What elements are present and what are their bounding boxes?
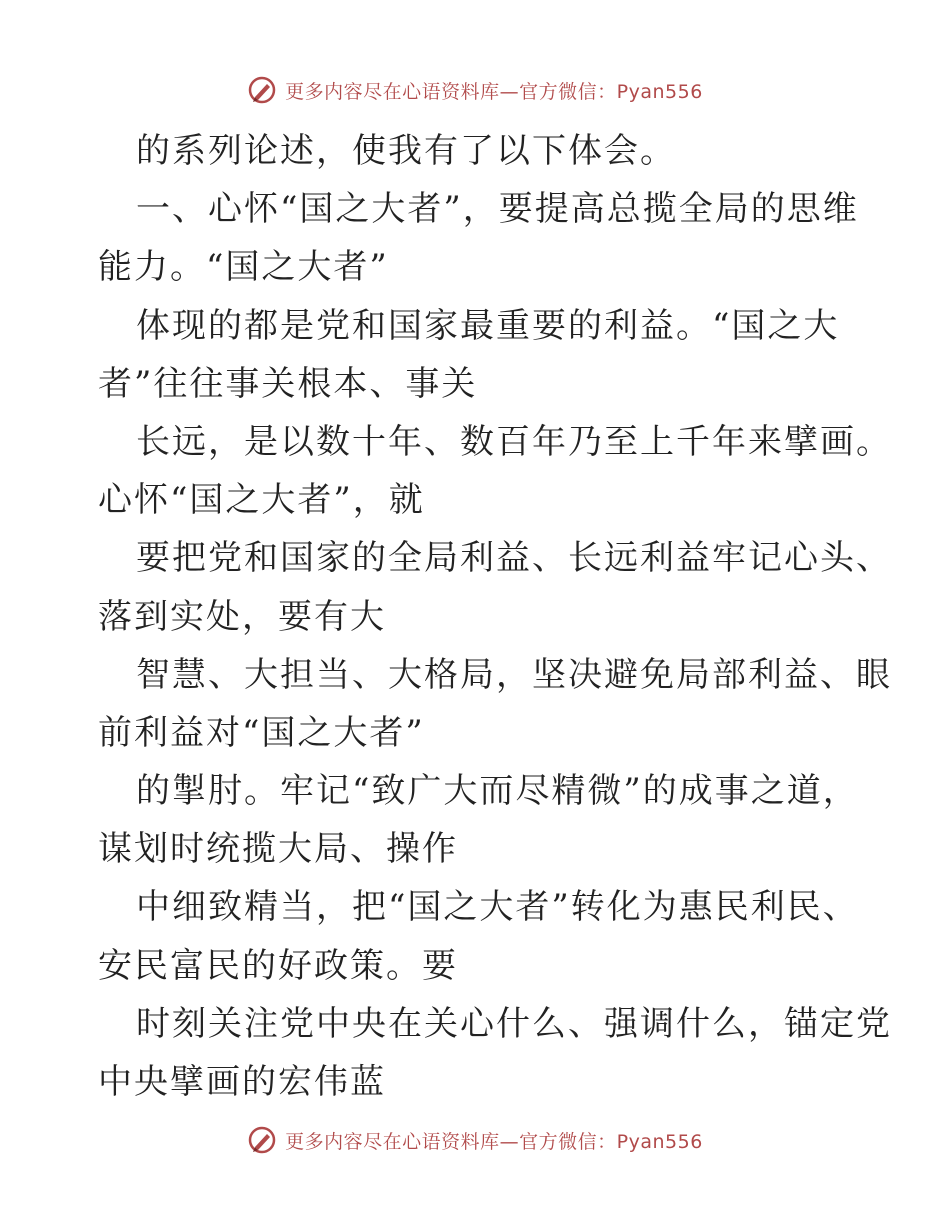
pen-logo-icon — [247, 1125, 277, 1155]
text-line: 要把党和国家的全局利益、长远利益牢记心头、 — [136, 538, 892, 579]
header-watermark — [0, 70, 950, 110]
watermark-text: 更多内容尽在心语资料库—官方微信：Pyan556 — [285, 80, 703, 103]
pen-logo-icon — [247, 75, 277, 105]
text-line: 安民富民的好政策。要 — [98, 945, 458, 986]
text-line: 落到实处，要有大 — [98, 596, 386, 637]
footer-watermark — [0, 1120, 950, 1160]
text-line: 中央擘画的宏伟蓝 — [98, 1062, 386, 1102]
text-line: 能力。“国之大者” — [98, 247, 389, 288]
text-line: 谋划时统揽大局、操作 — [98, 829, 458, 870]
text-line: 的系列论述，使我有了以下体会。 — [136, 131, 676, 171]
text-line: 中细致精当，把“国之大者”转化为惠民利民、 — [136, 887, 859, 928]
text-line: 心怀“国之大者”，就 — [98, 480, 425, 521]
text-line: 一、心怀“国之大者”，要提高总揽全局的思维 — [136, 189, 859, 230]
text-line: 前利益对“国之大者” — [98, 712, 425, 753]
text-line: 体现的都是党和国家最重要的利益。“国之大 — [136, 305, 840, 346]
watermark-text: 更多内容尽在心语资料库—官方微信：Pyan556 — [285, 1130, 703, 1153]
text-line: 者”往往事关根本、事关 — [98, 363, 478, 404]
text-line: 长远，是以数十年、数百年乃至上千年来擘画。 — [136, 421, 892, 462]
text-line: 时刻关注党中央在关心什么、强调什么，锚定党 — [136, 1003, 892, 1044]
text-line: 智慧、大担当、大格局，坚决避免局部利益、眼 — [136, 654, 892, 695]
document-body — [98, 122, 892, 1111]
text-line: 的掣肘。牢记“致广大而尽精微”的成事之道， — [136, 771, 859, 812]
